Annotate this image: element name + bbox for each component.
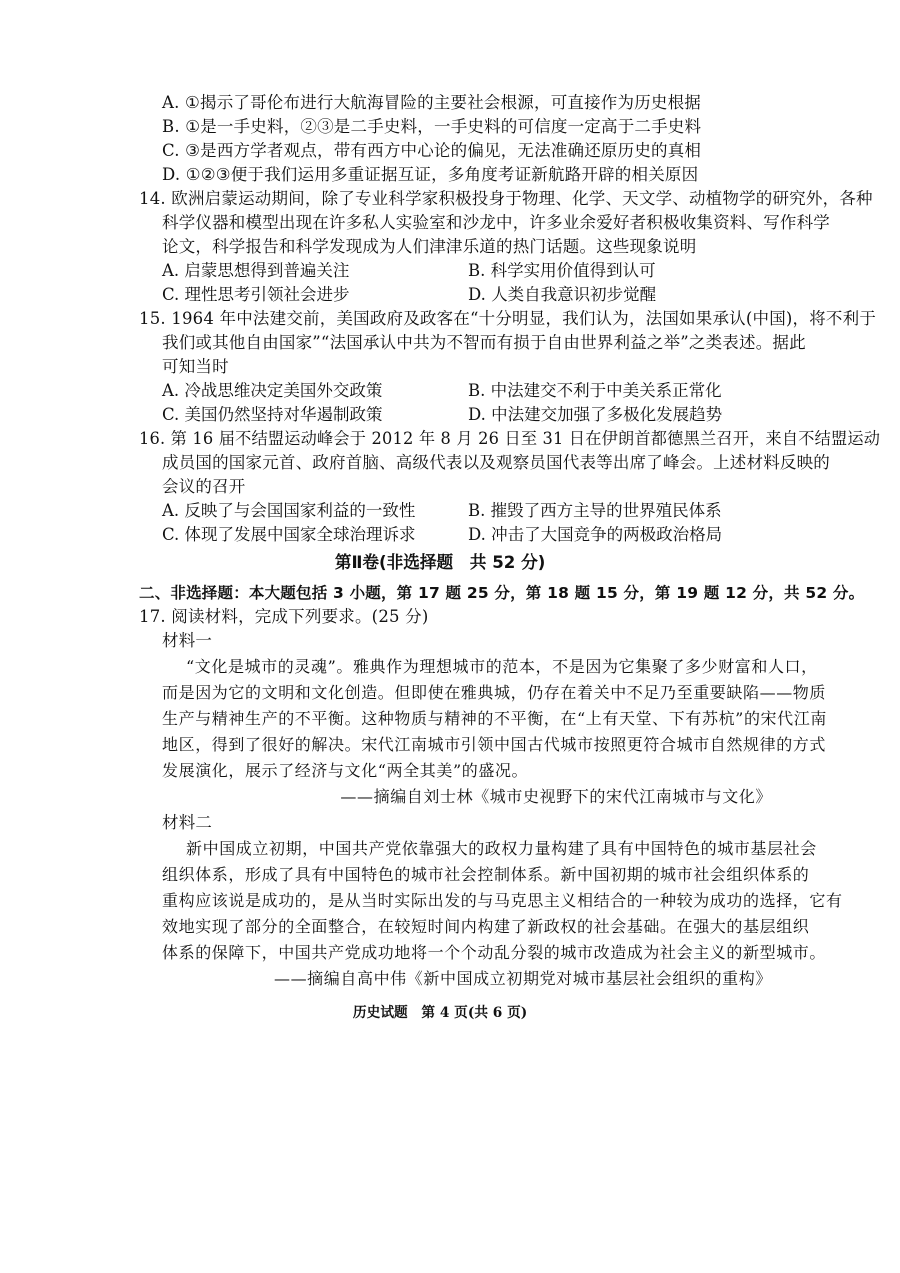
q15-option-d: D. 中法建交加强了多极化发展趋势 [468, 405, 723, 424]
q14-stem-line-3: 论文，科学报告和科学发现成为人们津津乐道的热门话题。这些现象说明 [162, 237, 697, 256]
q16-stem-line-1: 16. 第 16 届不结盟运动峰会于 2012 年 8 月 26 日至 31 日在伊朗首都德黑兰召开，来自不结盟运动 [139, 429, 881, 448]
q15-option-a: A. 冷战思维决定美国外交政策 [162, 381, 383, 400]
q14-option-b: B. 科学实用价值得到认可 [468, 261, 656, 280]
material-2-line-4: 效地实现了部分的全面整合，在较短时间内构建了新政权的社会基础。在强大的基层组织 [162, 917, 810, 936]
material-1-line-2: 而是因为它的文明和文化创造。但即使在雅典城，仍存在着关中不足乃至重要缺陷——物质 [162, 683, 827, 702]
q14-stem-line-1: 14. 欧洲启蒙运动期间，除了专业科学家积极投身于物理、化学、天文学、动植物学的研究外，各种 [139, 189, 873, 208]
q14-option-c: C. 理性思考引领社会进步 [162, 285, 350, 304]
material-1-line-5: 发展演化，展示了经济与文化“两全其美”的盛况。 [162, 761, 529, 780]
q14-option-a: A. 启蒙思想得到普遍关注 [162, 261, 350, 280]
q14-option-d: D. 人类自我意识初步觉醒 [468, 285, 657, 304]
material-2-source: ——摘编自高中伟《新中国成立初期党对城市基层社会组织的重构》 [273, 969, 772, 988]
q15-stem-line-1: 15. 1964 年中法建交前，美国政府及政客在“十分明显，我们认为，法国如果承认(中国)，将不利于 [139, 309, 877, 328]
q13-option-d: D. ①②③便于我们运用多重证据互证，多角度考证新航路开辟的相关原因 [162, 165, 699, 184]
q16-option-c: C. 体现了发展中国家全球治理诉求 [162, 525, 416, 544]
q16-stem-line-2: 成员国的国家元首、政府首脑、高级代表以及观察员国代表等出席了峰会。上述材料反映的 [162, 453, 830, 472]
material-2-line-3: 重构应该说是成功的，是从当时实际出发的与马克思主义相结合的一种较为成功的选择，它有 [162, 891, 843, 910]
material-2-line-5: 体系的保障下，中国共产党成功地将一个个动乱分裂的城市改造成为社会主义的新型城市。 [162, 943, 827, 962]
q13-option-b: B. ①是一手史料，②③是二手史料，一手史料的可信度一定高于二手史料 [162, 117, 702, 136]
material-1-line-4: 地区，得到了很好的解决。宋代江南城市引领中国古代城市按照更符合城市自然规律的方式 [162, 735, 827, 754]
material-1-line-3: 生产与精神生产的不平衡。这种物质与精神的不平衡，在“上有天堂、下有苏杭”的宋代江南 [162, 709, 827, 728]
q15-stem-line-2: 我们或其他自由国家”“法国承认中共为不智而有损于自由世界利益之举”之类表述。据此 [162, 333, 806, 352]
q16-stem-line-3: 会议的召开 [162, 477, 246, 496]
q15-option-b: B. 中法建交不利于中美关系正常化 [468, 381, 722, 400]
q13-option-c: C. ③是西方学者观点，带有西方中心论的偏见，无法准确还原历史的真相 [162, 141, 702, 160]
material-2-label: 材料二 [162, 813, 213, 832]
material-1-source: ——摘编自刘士林《城市史视野下的宋代江南城市与文化》 [340, 787, 772, 806]
material-1-label: 材料一 [162, 631, 213, 650]
q16-option-d: D. 冲击了大国竞争的两极政治格局 [468, 525, 723, 544]
page-footer: 历史试题 第 4 页(共 6 页) [352, 1005, 528, 1021]
material-2-line-1: 新中国成立初期，中国共产党依靠强大的政权力量构建了具有中国特色的城市基层社会 [186, 839, 817, 858]
q17-stem: 17. 阅读材料，完成下列要求。(25 分) [139, 607, 429, 626]
q15-option-c: C. 美国仍然坚持对华遏制政策 [162, 405, 383, 424]
section-2-title: 第Ⅱ卷(非选择题 共 52 分) [334, 553, 546, 573]
material-1-line-1: “文化是城市的灵魂”。雅典作为理想城市的范本，不是因为它集聚了多少财富和人口， [186, 657, 818, 676]
q15-stem-line-3: 可知当时 [162, 357, 229, 376]
q13-option-a: A. ①揭示了哥伦布进行大航海冒险的主要社会根源，可直接作为历史根据 [162, 93, 701, 112]
q16-option-a: A. 反映了与会国国家利益的一致性 [162, 501, 416, 520]
section-2-intro: 二、非选择题：本大题包括 3 小题，第 17 题 25 分，第 18 题 15 分，第 19 题 12 分，共 52 分。 [139, 584, 865, 602]
q14-stem-line-2: 科学仪器和模型出现在许多私人实验室和沙龙中，许多业余爱好者积极收集资料、写作科学 [162, 213, 830, 232]
material-2-line-2: 组织体系，形成了具有中国特色的城市社会控制体系。新中国初期的城市社会组织体系的 [162, 865, 810, 884]
q16-option-b: B. 摧毁了西方主导的世界殖民体系 [468, 501, 722, 520]
